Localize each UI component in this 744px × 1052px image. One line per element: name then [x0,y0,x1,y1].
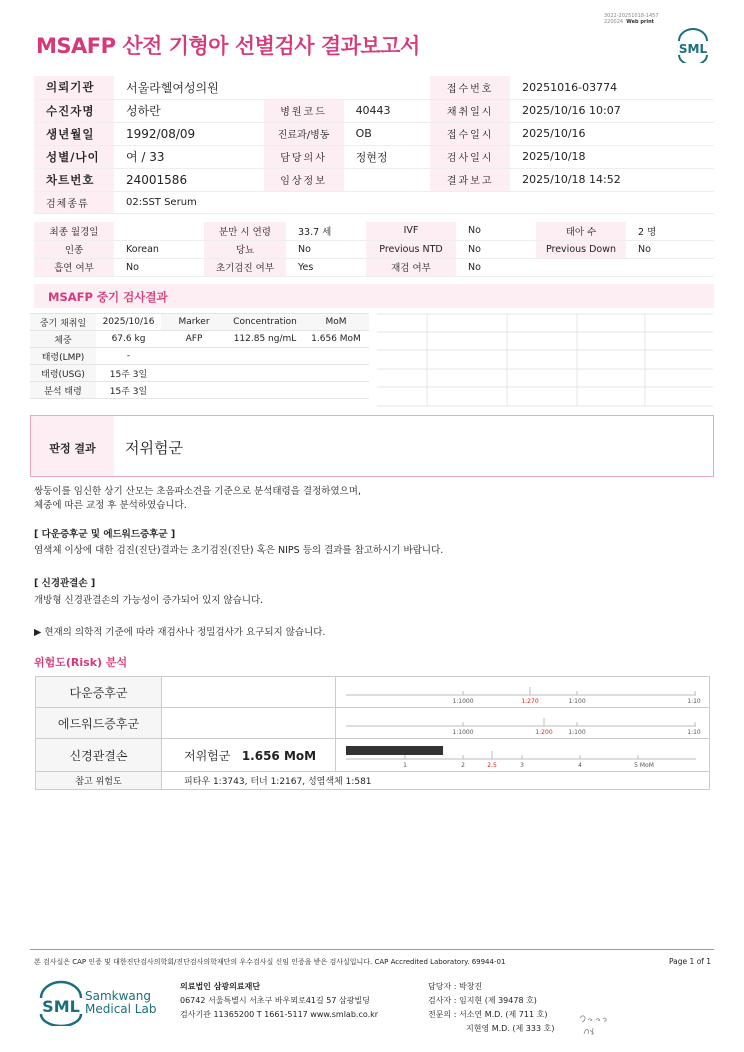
value: 1.656 MoM [303,331,369,348]
value: 112.85 ng/mL [227,331,303,348]
label: 태령(USG) [30,365,96,382]
tick-label: 1:10 [687,698,701,704]
tick-label: 1:1000 [452,698,474,704]
value: Korean [114,240,204,258]
value: 2025/10/16 [96,314,161,331]
value: 33.7 세 [286,222,366,240]
doc-code: 3022-20251018-1457 220024 Web print [604,13,659,25]
value: 20251016-03774 [510,76,714,99]
label: 검사일시 [430,145,510,168]
tick-label: 1 [403,762,407,768]
value: 서울라헬여성의원 [114,76,430,99]
ntd-result: 저위험군 [184,748,231,763]
ntd-mom: 1.656 MoM [241,748,317,763]
tick-label: 3 [520,762,524,768]
label: 진료과/병동 [264,122,344,145]
value: 15주 3일 [96,382,161,399]
value: 24001586 [114,168,264,191]
label: Marker [161,314,227,331]
note-heading: [ 다운증후군 및 에드워드증후군 ] [34,529,176,540]
label: Previous Down [536,240,626,258]
risk-label: 에드워드증후군 [36,708,162,739]
value: 40443 [344,99,431,122]
note-text: ▶ 현재의 의학적 기준에 따라 재검사나 정밀검사가 요구되지 않습니다. [34,627,326,638]
brand-name: Samkwang Medical Lab [85,989,157,1016]
patient-info-table [34,76,714,214]
tick-label: 1:100 [568,698,586,704]
value: No [456,240,536,258]
ref-risk-value: 피타우 1:3743, 터너 1:2167, 성염색체 1:581 [162,772,710,790]
org-info: 의료법인 삼광의료재단 06742 서울특별시 서초구 바우뫼로41길 57 삼광빌딩 검사기관 11365200 T 1661-5117 www.smlab.co.kr [180,982,379,1019]
tick-label: 5 MoM [634,762,654,768]
label: 태령(LMP) [30,348,96,365]
label: 채취일시 [430,99,510,122]
value: No [456,222,536,240]
value [114,222,204,240]
page-number: Page 1 of 1 [669,957,712,966]
label: 성별/나이 [34,145,114,168]
value: No [114,258,204,276]
value: 15주 3일 [96,365,161,382]
value: 2 명 [626,222,714,240]
label: 재검 여부 [366,258,456,276]
note-line: 체중에 따른 교정 후 분석하였습니다. [34,500,187,511]
tick-label: 2 [461,762,465,768]
label: Concentration [227,314,303,331]
measure-table [30,313,369,399]
note-line: 쌍둥이를 임신한 상기 산모는 초음파소견을 기준으로 분석태령을 결정하였으며, [34,486,362,497]
empty-grid [377,313,713,407]
note-text: 개방형 신경관결손의 가능성이 증가되어 있지 않습니다. [34,595,264,606]
value: No [286,240,366,258]
tick-label: 1:200 [535,729,553,735]
label: 임상정보 [264,168,344,191]
value: 여 / 33 [114,145,264,168]
label: 생년월일 [34,122,114,145]
label [536,258,626,276]
value: 2025/10/16 10:07 [510,99,714,122]
value: No [456,258,536,276]
sml-logo-icon [36,980,86,1026]
value: 2025/10/18 14:52 [510,168,714,191]
value [626,258,714,276]
label: IVF [366,222,456,240]
value: OB [344,122,431,145]
label: 초기검진 여부 [204,258,286,276]
pregnancy-info-table [34,222,714,277]
judgement-box [30,415,714,477]
tick-label: 1:10 [687,729,701,735]
edwards-scale [336,708,709,735]
cert-text: 본 검사실은 CAP 인증 및 대한진단검사의학회/진단검사의학재단의 우수검사실 신임 인증을 받은 검사실입니다. CAP Accredited Laboratory. 69944-01 [34,958,506,966]
label: 차트번호 [34,168,114,191]
sml-logo-icon [674,27,712,63]
value: Yes [286,258,366,276]
value: 2025/10/18 [510,145,714,168]
value: AFP [161,331,227,348]
ntd-scale [336,739,709,768]
value [344,168,431,191]
tick-label: 1:1000 [452,729,474,735]
risk-label: 참고 위험도 [36,772,162,790]
value: 성하란 [114,99,264,122]
label: 의뢰기관 [34,76,114,99]
label: 체중 [30,331,96,348]
tick-label: 1:100 [568,729,586,735]
tick-label: 1:270 [521,698,539,704]
value: 2025/10/16 [510,122,714,145]
risk-table [35,676,710,790]
risk-label: 다운증후군 [36,677,162,708]
label: MoM [303,314,369,331]
label: 최종 월경일 [34,222,114,240]
label: 인종 [34,240,114,258]
label: 접수일시 [430,122,510,145]
down-scale [336,677,709,704]
judgement-value: 저위험군 [125,439,183,457]
label: 분석 태령 [30,382,96,399]
label: 검체종류 [34,191,114,213]
footer-divider [30,949,714,950]
label: 병원코드 [264,99,344,122]
label: 결과보고 [430,168,510,191]
note-1 [34,485,361,513]
value: No [626,240,714,258]
staff-info: 담당자 : 박창진 검사자 : 임지현 (제 39478 호) 전문의 : 서소연 M.D. (제 711 호) 지현영 M.D. (제 333 호) [428,982,555,1033]
note-heading: [ 신경관결손 ] [34,578,96,589]
judgement-label: 판정 결과 [31,416,114,475]
tick-label: 4 [578,762,582,768]
svg-text:SML: SML [678,42,708,56]
label: 태아 수 [536,222,626,240]
label: 분만 시 연령 [204,222,286,240]
value: 02:SST Serum [114,191,714,213]
label: 당뇨 [204,240,286,258]
value: 67.6 kg [96,331,161,348]
value: 1992/08/09 [114,122,264,145]
label: 중기 채취일 [30,314,96,331]
note-text: 염색체 이상에 대한 검진(진단)결과는 초기검진(진단) 혹은 NIPS 등의 결과를 참고하시기 바랍니다. [34,545,444,556]
risk-label: 신경관결손 [36,739,162,772]
risk-title: 위험도(Risk) 분석 [34,656,128,669]
value: 정현정 [344,145,431,168]
signature-icon [576,1008,610,1038]
label: 접수번호 [430,76,510,99]
ntd-bar [346,746,443,755]
report-title: MSAFP 산전 기형아 선별검사 결과보고서 [36,34,420,58]
label: Previous NTD [366,240,456,258]
tick-label: 2.5 [487,762,497,768]
label: 담당의사 [264,145,344,168]
value: - [96,348,161,365]
svg-text:SML: SML [42,997,80,1016]
label: 흡연 여부 [34,258,114,276]
section-title: MSAFP 중기 검사결과 [34,284,714,308]
label: 수진자명 [34,99,114,122]
